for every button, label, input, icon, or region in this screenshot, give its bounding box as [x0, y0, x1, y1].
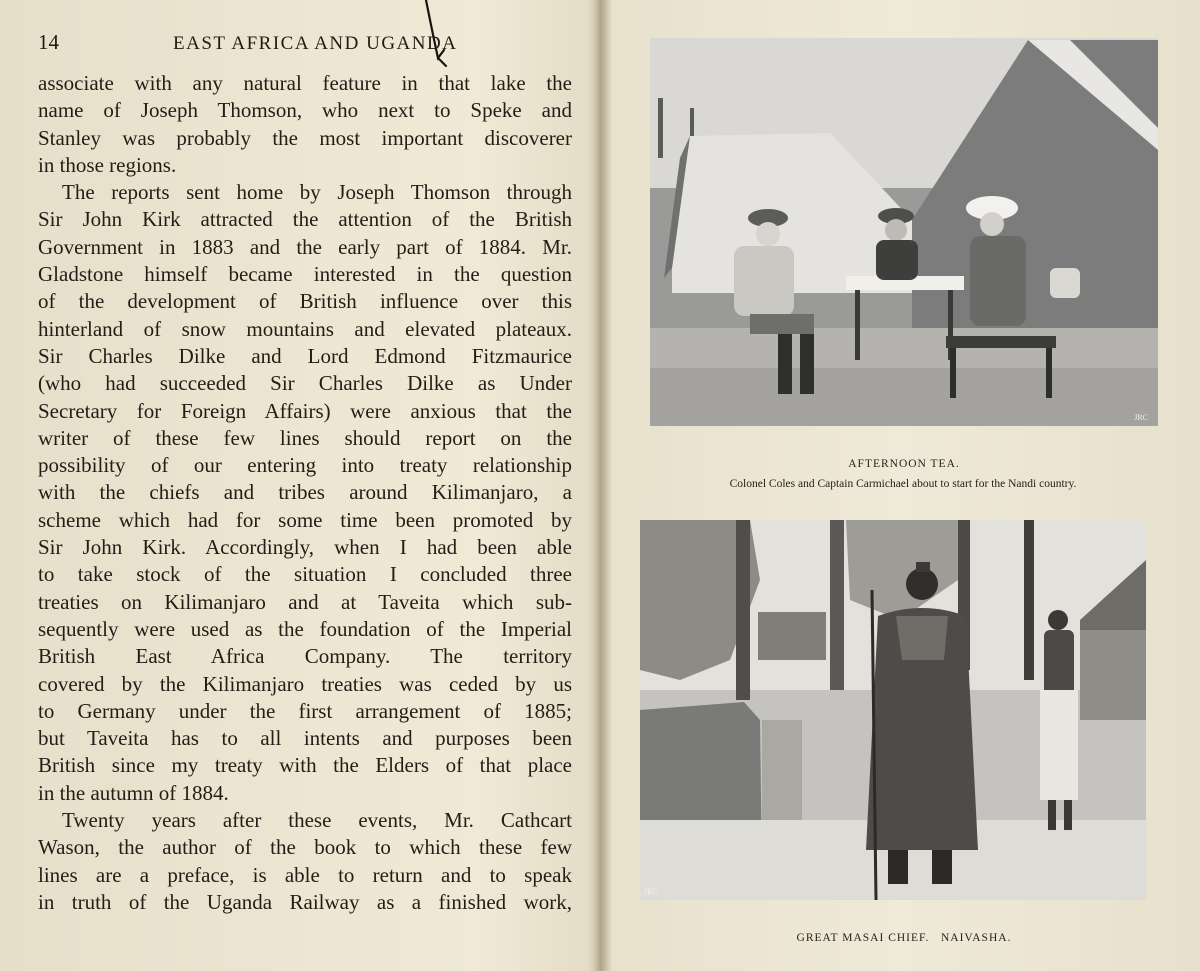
afternoon-tea-illustration: [650, 38, 1158, 426]
text-line: hinterland of snow mountains and elevated plateaux.: [38, 316, 572, 341]
paragraph-2: [38, 179, 572, 807]
text-line: lines are a preface, is able to return and to speak: [38, 862, 572, 887]
text-line: Secretary for Foreign Affairs) were anxious that the: [38, 398, 572, 423]
text-line: in truth of the Uganda Railway as a finished work,: [38, 889, 572, 914]
running-title: EAST AFRICA AND UGANDA: [173, 33, 458, 54]
text-line: Wason, the author of the book to which these few: [38, 835, 572, 860]
text-line: associate with any natural feature in that lake the: [38, 71, 572, 95]
text-line: to take stock of the situation I concluded three: [38, 562, 572, 587]
text-line: Government in 1883 and the early part of 1884. Mr.: [38, 234, 572, 259]
text-line: The reports sent home by Joseph Thomson through: [62, 180, 572, 205]
text-line: with the chiefs and tribes around Kilimanjaro, a: [38, 480, 572, 505]
text-line: sequently were used as the foundation of the Imperial: [38, 616, 572, 641]
page-number: 14: [38, 30, 59, 54]
text-line: Stanley was probably the most important discoverer: [38, 125, 572, 150]
caption-title-afternoon-tea: AFTERNOON TEA.: [848, 458, 960, 470]
photo-afternoon-tea: [650, 38, 1158, 426]
text-line: (who had succeeded Sir Charles Dilke as Under: [38, 371, 572, 396]
text-line: British since my treaty with the Elders of that place: [38, 753, 572, 778]
paragraph-1: [38, 70, 572, 179]
right-page: [598, 0, 1200, 971]
text-line: in those regions.: [38, 152, 177, 177]
left-page: [0, 0, 598, 971]
text-line: Twenty years after these events, Mr. Cathcart: [62, 808, 572, 833]
caption-title-masai-chief: GREAT MASAI CHIEF. NAIVASHA.: [796, 932, 1012, 944]
text-line: Sir Charles Dilke and Lord Edmond Fitzmaurice: [38, 343, 572, 368]
running-head: [38, 30, 572, 70]
text-line: scheme which had for some time been promoted by: [38, 507, 572, 532]
text-line: treaties on Kilimanjaro and at Taveita which sub-: [38, 589, 572, 614]
paragraph-3: [38, 807, 572, 916]
text-line: writer of these few lines should report on the: [38, 425, 572, 450]
text-line: but Taveita has to all intents and purposes been: [38, 726, 572, 751]
text-line: in the autumn of 1884.: [38, 780, 229, 805]
text-line: covered by the Kilimanjaro treaties was ceded by us: [38, 671, 572, 696]
text-line: Sir John Kirk attracted the attention of the British: [38, 207, 572, 232]
engraver-monogram: JRC: [1134, 413, 1148, 422]
caption-afternoon-tea: Colonel Coles and Captain Carmichael about to start for the Nandi country.: [729, 478, 1077, 490]
text-line: name of Joseph Thomson, who next to Speke and: [38, 98, 572, 123]
masai-chief-illustration: [640, 520, 1146, 900]
body-text: [38, 70, 572, 916]
pen-mark-icon: [424, 0, 464, 70]
text-line: of the development of British influence over this: [38, 289, 572, 314]
text-line: possibility of our entering into treaty relationship: [38, 453, 572, 478]
engraver-monogram: JRC: [644, 887, 658, 896]
text-line: Gladstone himself became interested in the question: [38, 262, 572, 287]
text-line: to Germany under the first arrangement of 1885;: [38, 698, 572, 723]
text-line: British East Africa Company. The territory: [38, 644, 572, 669]
photo-masai-chief: [640, 520, 1146, 900]
text-line: Sir John Kirk. Accordingly, when I had been able: [38, 535, 572, 560]
